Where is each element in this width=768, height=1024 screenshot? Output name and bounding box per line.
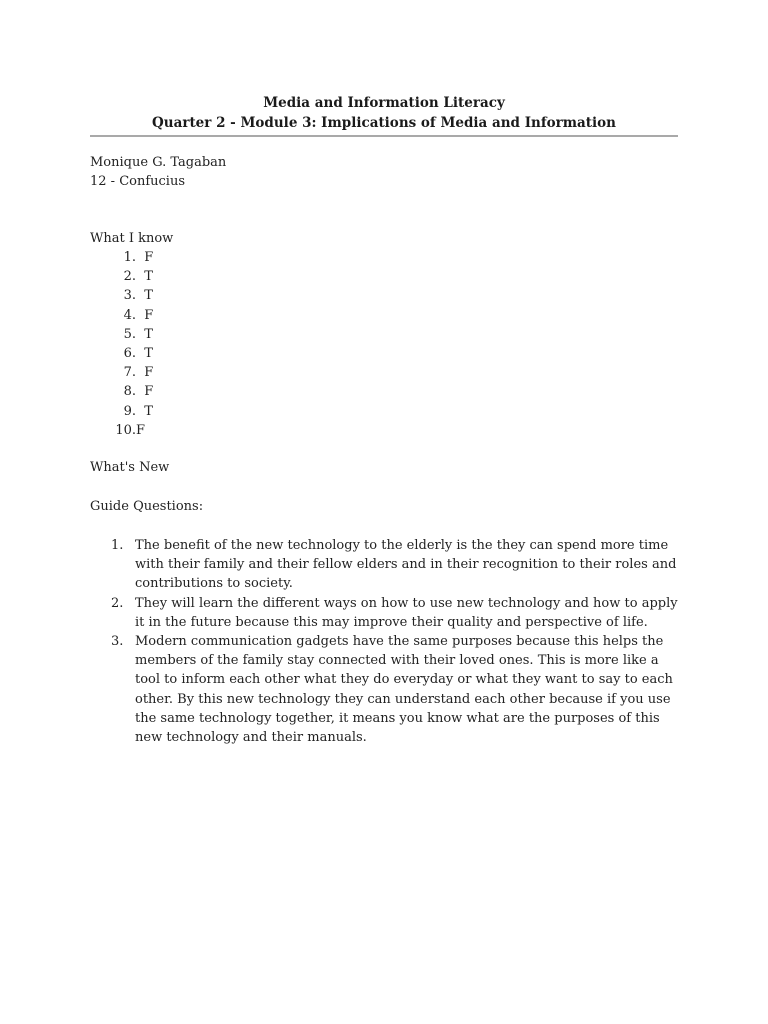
answer-number: 4. [123,307,136,323]
list-item [110,325,153,344]
question-number: 3. [111,634,124,650]
answer-number: 1. [123,250,136,265]
what-i-know-heading: What I know [90,231,174,246]
answer-number: 5. [123,326,136,342]
list-item [110,382,153,401]
answer-value: T [144,346,153,362]
list-item [110,363,153,382]
guide-question-list [105,536,680,747]
question-number: 2. [111,595,124,611]
list-item [110,267,153,286]
answer-number: 3. [123,288,136,304]
list-item [105,594,680,632]
question-answer-text: The benefit of the new technology to the elderly is the they can spend more time with their family and their fellow elders and in their recognition to their roles and contributions to society. [135,538,677,592]
list-item [105,632,680,747]
list-item [110,421,153,440]
answer-value: T [144,269,153,285]
answer-number: 6. [123,346,136,362]
answer-value: T [144,403,153,419]
answer-value: T [144,288,153,304]
answer-number: 9. [123,403,136,419]
guide-questions-heading: Guide Questions: [90,499,204,514]
list-item [110,248,153,267]
answer-list [110,248,153,440]
answer-number: 2. [123,269,136,285]
whats-new-heading: What's New [90,460,170,475]
answer-number: 7. [123,365,136,381]
header-divider [90,135,678,137]
list-item [105,536,680,594]
student-section: 12 - Confucius [90,174,186,190]
answer-value: F [136,422,146,438]
student-name: Monique G. Tagaban [90,155,227,170]
student-info [90,153,680,191]
document-subtitle: Quarter 2 - Module 3: Implications of Media and Information [152,115,616,131]
answer-value: T [144,326,153,342]
answer-number: 8. [123,384,136,400]
answer-number: 10. [115,422,136,438]
list-item [110,286,153,305]
answer-value: F [144,365,154,381]
list-item [110,306,153,325]
question-answer-text: Modern communication gadgets have the same purposes because this helps the members of the family stay connected with their loved ones. This is more like a tool to inform each other what they do everyday or what they want to say to each other. By this new technology they can understand each other because if you use the same technology together, it means you know what are the purposes of this new technology and their manuals. [135,634,673,746]
question-number: 1. [111,538,124,553]
question-answer-text: They will learn the different ways on how to use new technology and how to apply it in the future because this may improve their quality and perspective of life. [135,595,678,630]
list-item [110,344,153,363]
answer-value: F [144,307,154,323]
answer-value: F [144,250,154,265]
document-header [90,93,678,133]
answer-value: F [144,384,154,400]
list-item [110,402,153,421]
document-title: Media and Information Literacy [263,95,505,111]
